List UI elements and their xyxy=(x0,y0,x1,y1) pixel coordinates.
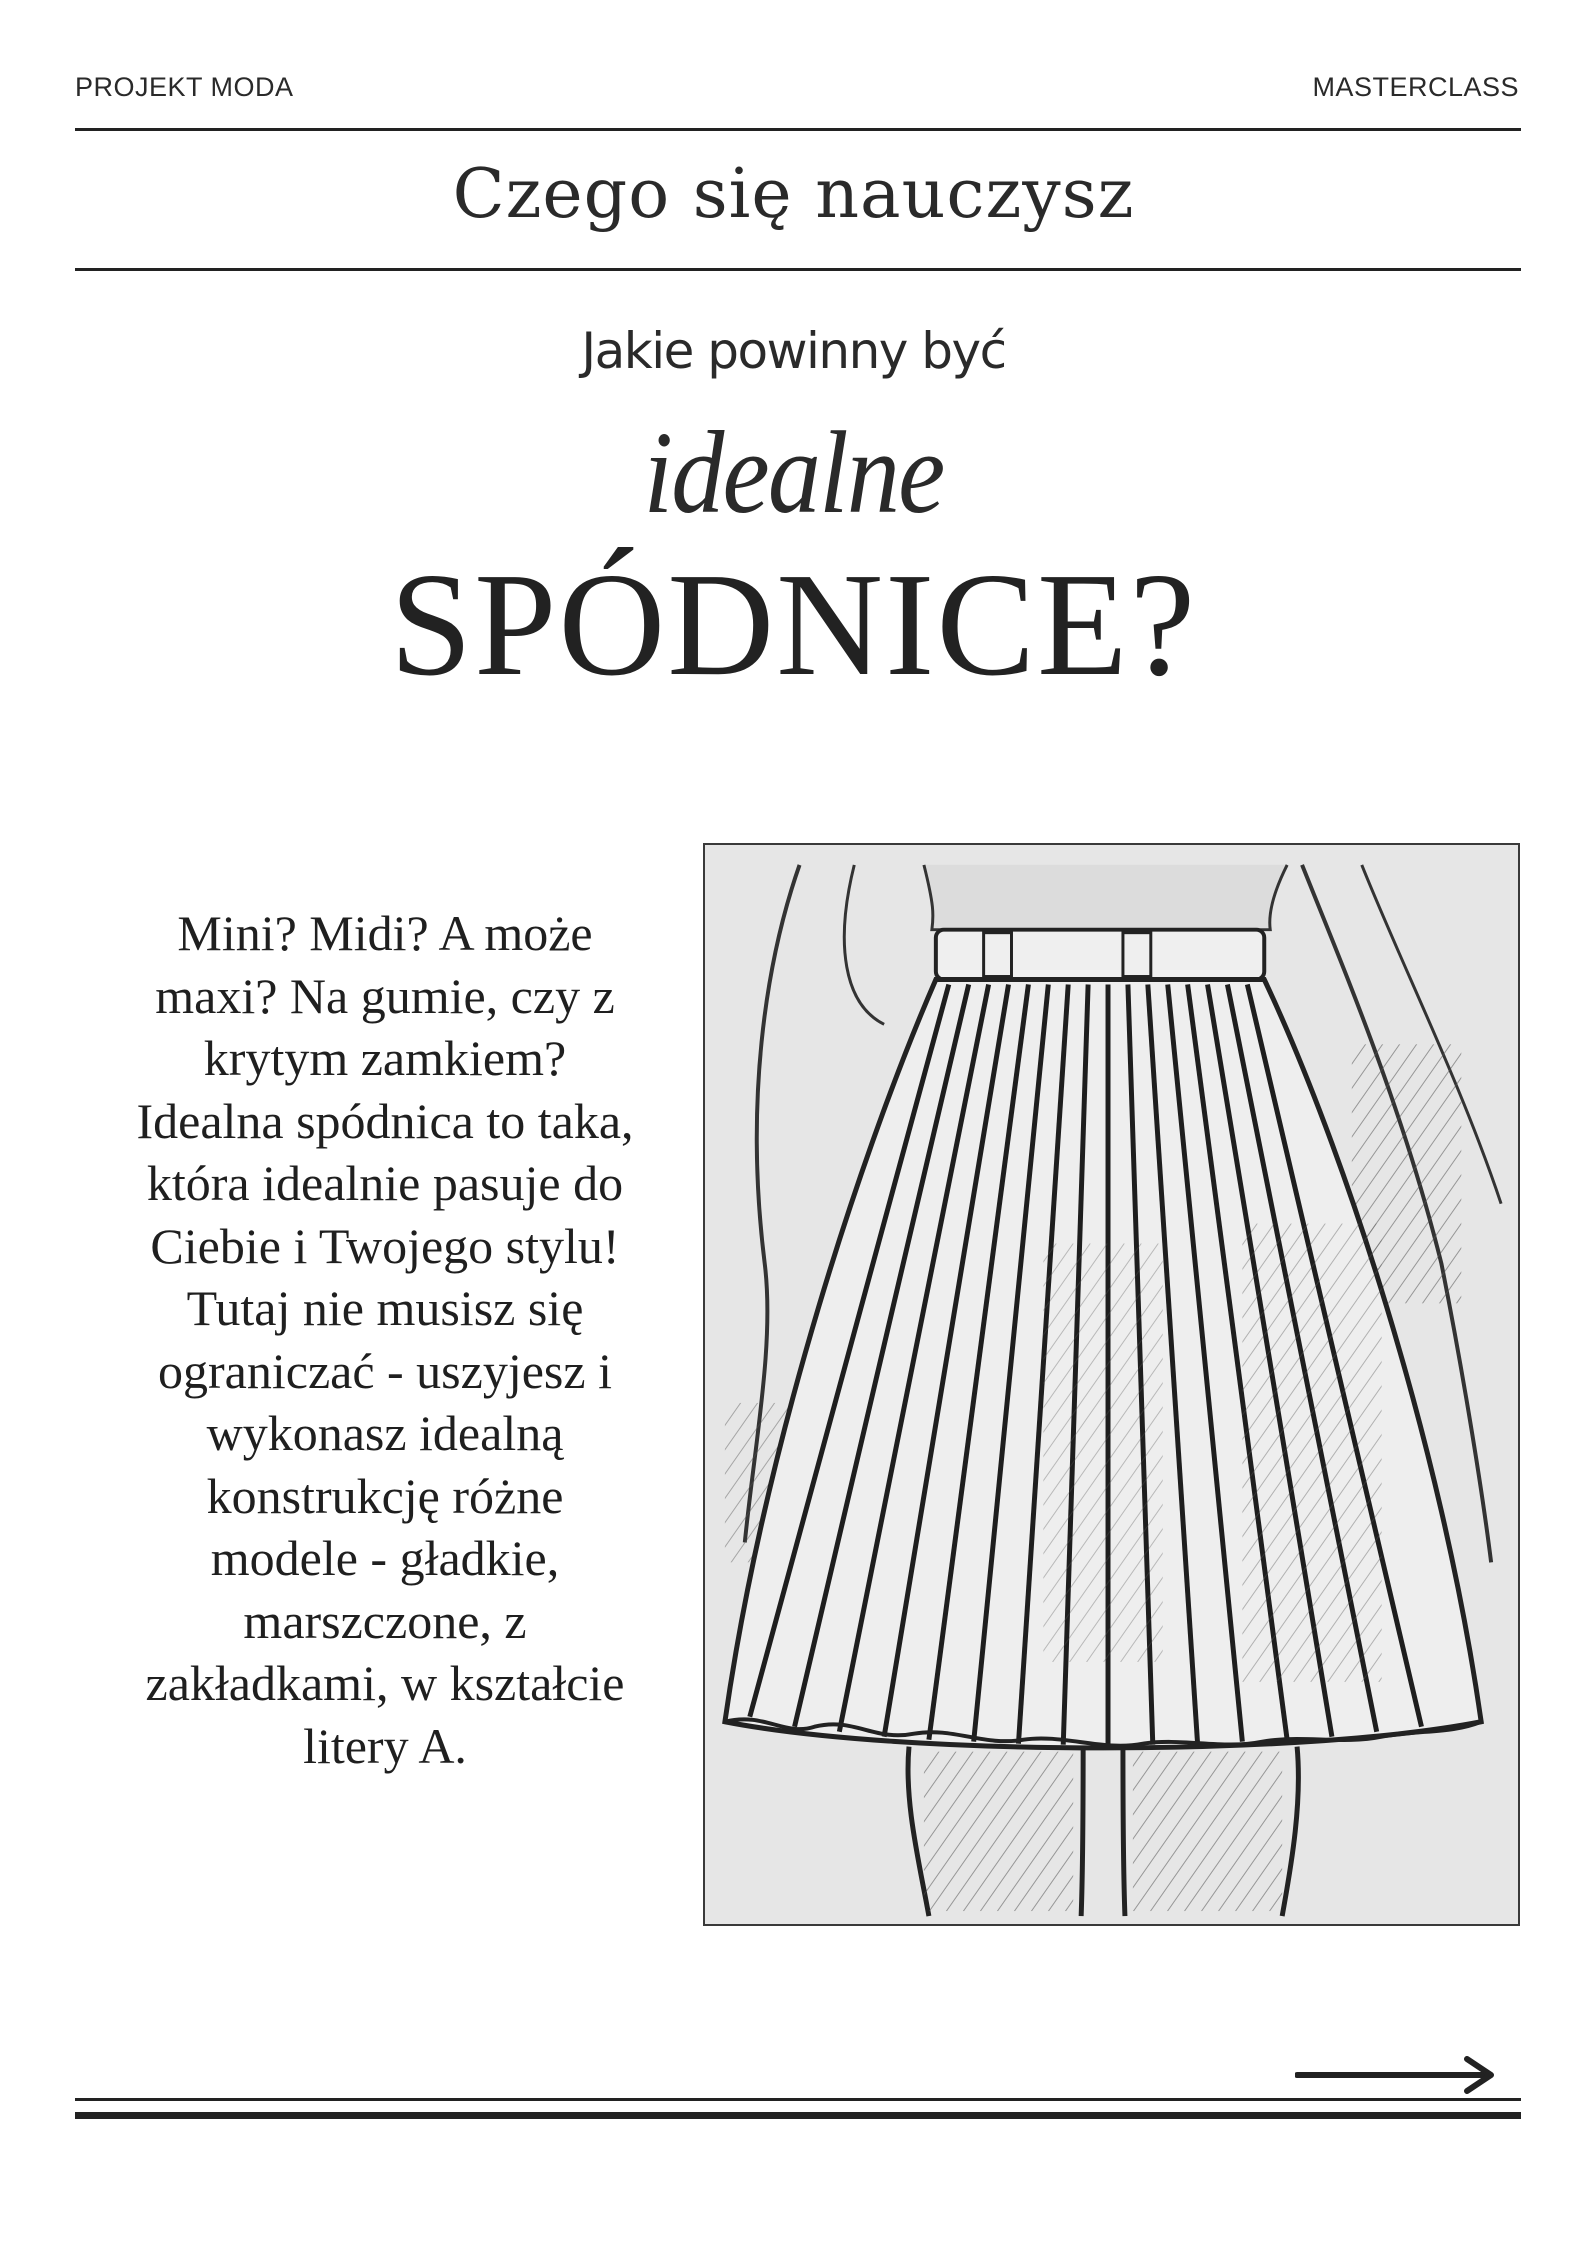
arrow-right-icon xyxy=(1295,2055,1500,2095)
pleated-skirt-sketch-icon xyxy=(705,845,1518,1924)
headline-main: SPÓDNICE? xyxy=(389,543,1198,707)
next-arrow-button[interactable] xyxy=(1295,2055,1500,2095)
bottom-divider-thin xyxy=(75,2098,1521,2101)
description-text: Mini? Midi? A może maxi? Na gumie, czy z krytym zamkiem? Idealna spódnica to taka, która idealnie pasuje do Ciebie i Twojego stylu! Tutaj nie musisz się ograniczać - uszyjesz i wykonasz idealną konstrukcję różne modele - gładkie, marszczone, z zakładkami, w kształcie litery A. xyxy=(136,905,634,1774)
headline-line-1: Jakie powinny być xyxy=(581,322,1006,380)
brand-label: PROJEKT MODA xyxy=(75,72,294,102)
section-title: Czego się nauczysz xyxy=(452,155,1135,234)
top-divider xyxy=(75,128,1521,131)
series-label: MASTERCLASS xyxy=(1312,72,1519,102)
skirt-illustration xyxy=(703,843,1520,1926)
title-divider xyxy=(75,268,1521,271)
bottom-divider-thick xyxy=(75,2112,1521,2119)
headline-script-word: idealne xyxy=(643,407,944,538)
